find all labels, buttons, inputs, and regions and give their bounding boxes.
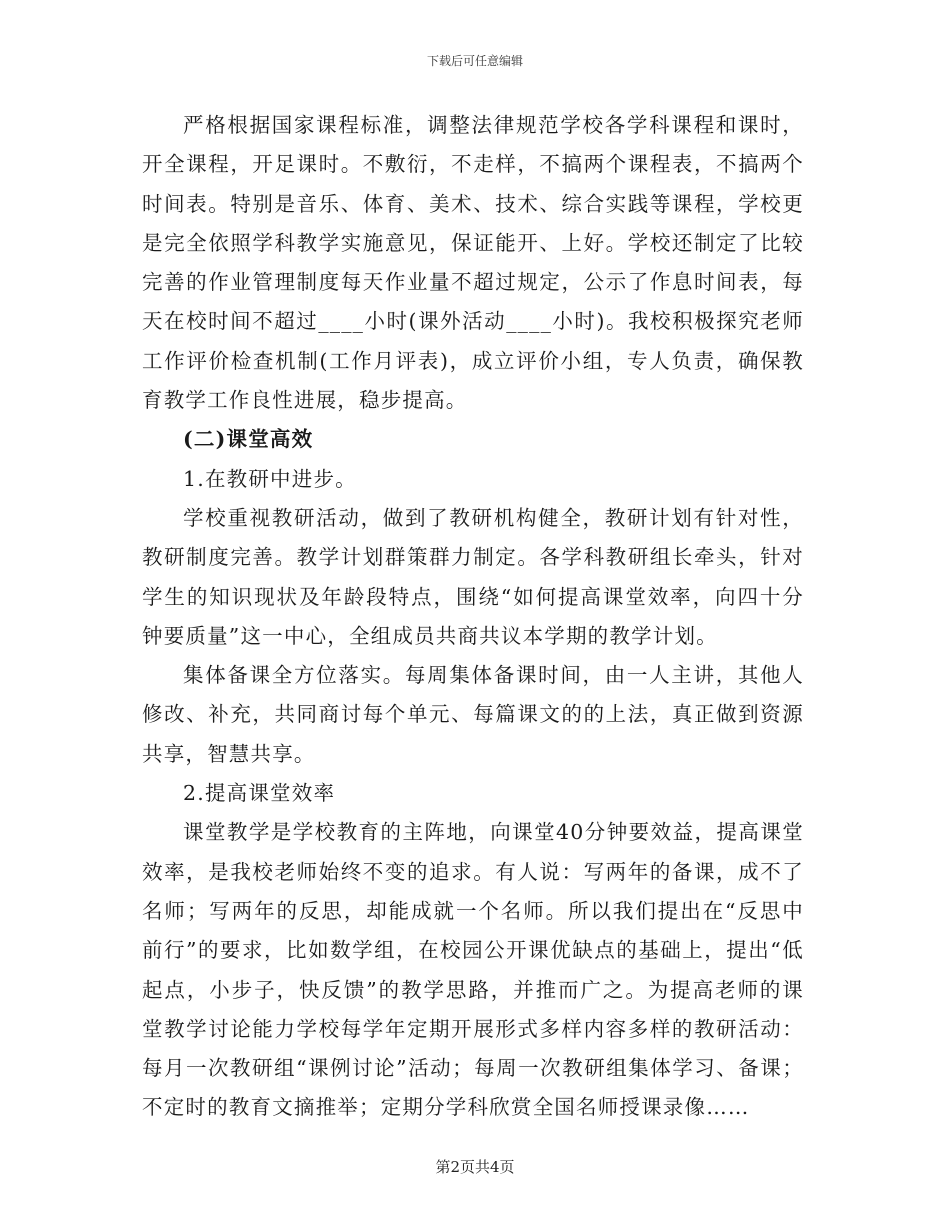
paragraph-classroom-teaching: 课堂教学是学校教育的主阵地，向课堂40分钟要效益，提高课堂效率，是我校老师始终不变的追求。有人说：写两年的备课，成不了名师；写两年的反思，却能成就一个名师。所以我们提出在“反思中前行”的要求，比如数学组，在校园公开课优缺点的基础上，提出“低起点，小步子，快反馈”的教学思路，并推而广之。为提高老师的课堂教学讨论能力学校每学年定期开展形式多样内容多样的教研活动：每月一次教研组“课例讨论”活动；每周一次教研组集体学习、备课；不定时的教育文摘推举；定期分学科欣赏全国名师授课录像…… <box>142 820 804 1120</box>
section-heading-classroom-efficiency: (二)课堂高效 <box>183 427 314 452</box>
subheading-classroom-efficiency: 2.提高课堂效率 <box>183 781 336 806</box>
page-header: 下载后可任意编辑 <box>426 54 523 68</box>
subheading-teaching-research: 1.在教研中进步。 <box>183 466 357 491</box>
paragraph-teaching-research: 学校重视教研活动，做到了教研机构健全，教研计划有针对性，教研制度完善。教学计划群策群力制定。各学科教研组长牵头，针对学生的知识现状及年龄段特点，围绕“如何提高课堂效率，向四十分钟要质量”这一中心，全组成员共商共议本学期的教学计划。 <box>142 505 804 648</box>
page-footer: 第2页共4页 <box>435 1158 515 1176</box>
paragraph-collective-lesson-prep: 集体备课全方位落实。每周集体备课时间，由一人主讲，其他人修改、补充，共同商讨每个单元、每篇课文的的上法，真正做到资源共享，智慧共享。 <box>142 663 804 766</box>
document-body <box>142 106 804 1128</box>
paragraph-curriculum: 严格根据国家课程标准，调整法律规范学校各学科课程和课时，开全课程，开足课时。不敷衍，不走样，不搞两个课程表，不搞两个时间表。特别是音乐、体育、美术、技术、综合实践等课程，学校更是完全依照学科教学实施意见，保证能开、上好。学校还制定了比较完善的作业管理制度每天作业量不超过规定，公示了作息时间表，每天在校时间不超过____小时(课外活动____小时)。我校积极探究老师工作评价检查机制(工作月评表)，成立评价小组，专人负责，确保教育教学工作良性进展，稳步提高。 <box>142 113 804 413</box>
